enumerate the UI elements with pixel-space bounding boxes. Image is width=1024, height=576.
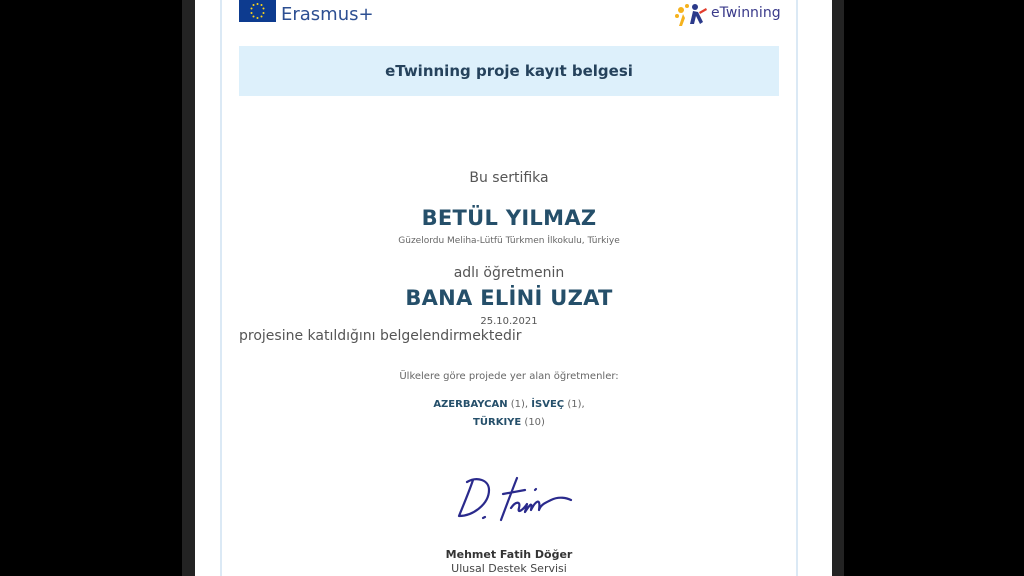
signer-role: Ulusal Destek Servisi [451,562,567,575]
country-count: (1), [510,399,529,410]
countries-list-line2 [239,417,779,428]
country-count: (10) [524,417,545,428]
erasmus-logo-text: Erasmus+ [281,4,374,25]
intro-text: Bu sertifika [469,170,549,186]
countries-heading: Ülkelere göre projede yer alan öğretmenler: [399,371,619,382]
project-name: BANA ELİNİ UZAT [405,286,613,310]
etwinning-logo-text: eTwinning [711,5,781,21]
teacher-of-text: adlı öğretmenin [453,265,565,281]
signer-name: Mehmet Fatih Döğer [445,548,573,561]
certify-text: projesine katıldığını belgelendirmektedir [239,328,522,344]
countries-list-line1 [239,399,779,410]
project-date: 25.10.2021 [480,316,538,327]
certificate-title: eTwinning proje kayıt belgesi [239,46,779,96]
country-count: (1), [567,399,585,410]
school-name: Güzelordu Meliha-Lütfü Türkmen İlkokulu, Türkiye [398,236,620,246]
etwinning-logo-icon [673,2,709,28]
recipient-name: BETÜL YILMAZ [421,206,597,230]
country-name: AZERBAYCAN [433,399,508,410]
country-name: İSVEÇ [531,399,565,410]
eu-flag-icon [239,0,276,22]
signature-icon [455,470,575,525]
country-name: TÜRKIYE [473,417,522,428]
